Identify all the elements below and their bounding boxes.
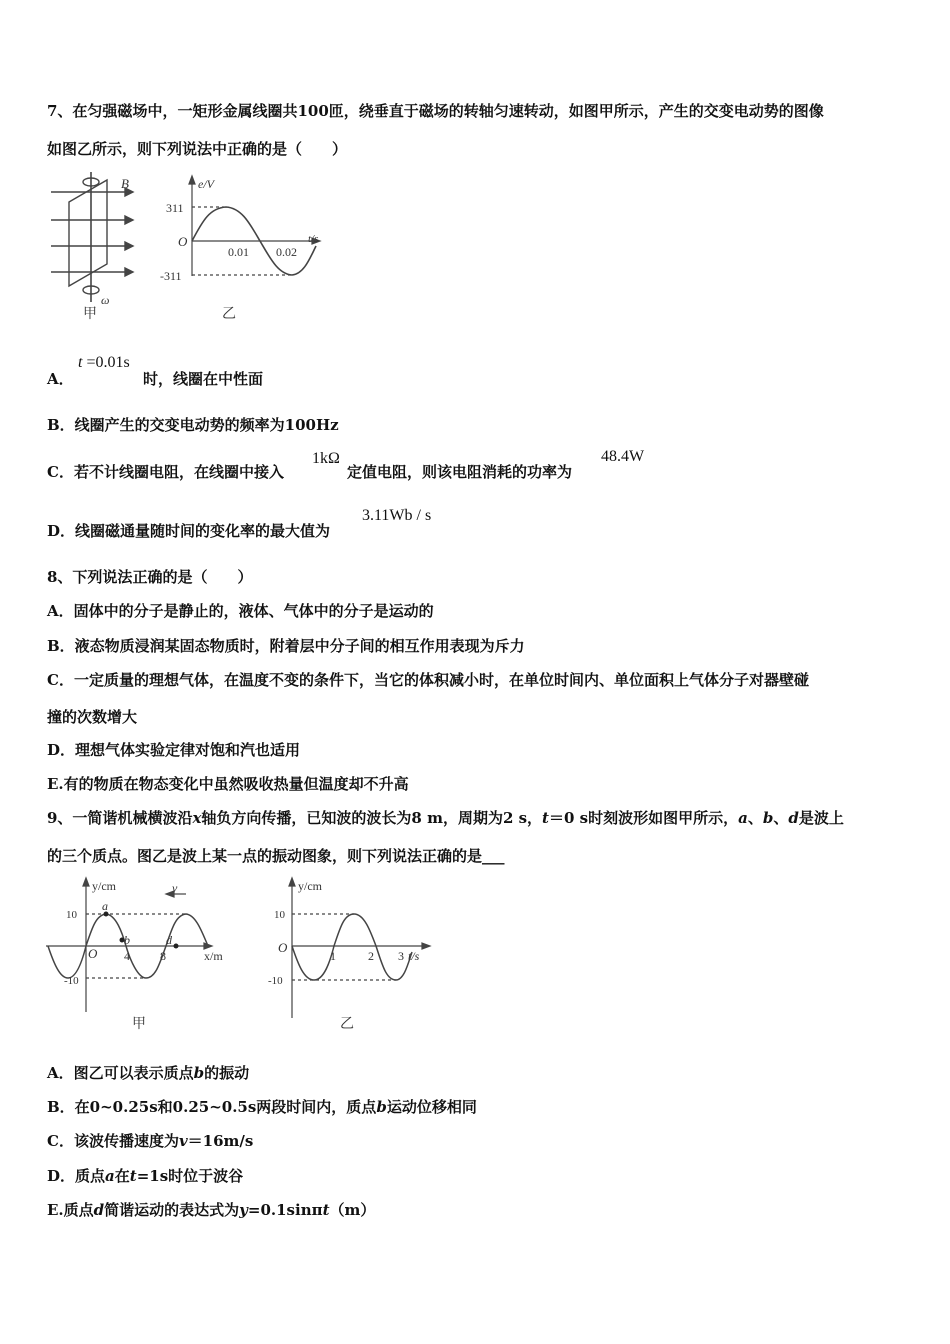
q9-yi-t2: 2 xyxy=(368,949,374,963)
q9-vibration-curve xyxy=(292,914,412,980)
q9-yi-xlabel: t/s xyxy=(408,949,420,963)
q7-ymax: 311 xyxy=(166,201,184,215)
q7-xlabel: t/s xyxy=(308,233,319,245)
q9-yi-ymin: -10 xyxy=(268,975,283,987)
q7-caption-jia: 甲 xyxy=(83,307,97,320)
q8-option-d: D．理想气体实验定律对饱和汽也适用 xyxy=(47,741,301,759)
q9-yi-ymax: 10 xyxy=(274,909,285,921)
q7-option-a-math: t =0.01s xyxy=(78,354,130,371)
q9-option-c xyxy=(47,1131,253,1151)
q9-stem-a: a xyxy=(738,809,748,827)
q8-option-c-line2: 撞的次数增大 xyxy=(47,708,138,726)
q9-stem-line2: 的三个质点。图乙是波上某一点的振动图象，则下列说法正确的是___ xyxy=(47,847,505,865)
q7-option-d-math: 3.11Wb / s xyxy=(362,507,432,524)
q9-yi-ylabel: y/cm xyxy=(298,879,322,893)
q9-option-b xyxy=(47,1097,477,1117)
q9-caption-jia: 甲 xyxy=(132,1017,146,1032)
q9-stem-line1 xyxy=(47,808,844,828)
q7-option-a-text: 时，线圈在中性面 xyxy=(143,370,264,388)
q9-stem-part: 轴负方向传播，已知波的波长为8 m，周期为2 s， xyxy=(201,809,543,827)
q9-option-c-var: v xyxy=(178,1132,188,1150)
q7-origin: O xyxy=(178,234,188,249)
q9-figure-yi xyxy=(262,872,442,1032)
q9-option-b-part: 运动位移相同 xyxy=(386,1098,477,1116)
q9-jia-x4: 4 xyxy=(124,949,130,963)
q9-jia-ylabel: y/cm xyxy=(92,879,116,893)
q9-yi-origin: O xyxy=(278,940,288,955)
q7-stem-line2: 如图乙所示，则下列说法中正确的是（ ） xyxy=(47,140,348,158)
q7-caption-yi: 乙 xyxy=(222,307,236,320)
q7-t2: 0.02 xyxy=(276,245,297,259)
q7-option-d-prefix: D．线圈磁通量随时间的变化率的最大值为 xyxy=(47,522,331,540)
q7-option-c-mid: 定值电阻，则该电阻消耗的功率为 xyxy=(347,463,573,481)
q7-option-c-math1: 1kΩ xyxy=(312,450,340,467)
q9-option-d-var: t xyxy=(129,1167,137,1185)
q9-jia-x8: 8 xyxy=(160,949,166,963)
q9-option-a xyxy=(47,1063,249,1083)
q9-jia-v: v xyxy=(172,881,178,895)
q9-option-a-var: b xyxy=(193,1064,205,1082)
q9-jia-origin: O xyxy=(88,946,98,961)
q7-t1: 0.01 xyxy=(228,245,249,259)
q7-ymin: -311 xyxy=(160,269,182,283)
q8-option-b: B．液态物质浸润某固态物质时，附着层中分子间的相互作用表现为斥力 xyxy=(47,637,525,655)
q9-option-e-var: t xyxy=(322,1201,330,1219)
q9-option-d-part: D．质点 xyxy=(47,1167,106,1185)
q9-figure-jia xyxy=(40,872,240,1032)
q9-yi-t3: 3 xyxy=(398,949,404,963)
q9-option-c-part: C．该波传播速度为 xyxy=(47,1132,179,1150)
q9-option-d xyxy=(47,1166,243,1186)
q9-option-d-part: 在 xyxy=(114,1167,130,1185)
q9-option-e-part: （m） xyxy=(329,1201,376,1219)
q7-option-c-prefix: C．若不计线圈电阻，在线圈中接入 xyxy=(47,463,284,481)
q9-jia-label-b: b xyxy=(124,933,130,947)
q9-point-d xyxy=(174,944,179,949)
q9-option-a-part: A．图乙可以表示质点 xyxy=(47,1064,194,1082)
q9-option-b-var: b xyxy=(376,1098,387,1116)
q8-option-c-line1: C．一定质量的理想气体，在温度不变的条件下，当它的体积减小时，在单位时间内、单位面积上气体分子对器壁碰 xyxy=(47,671,809,689)
q9-option-e-var: y xyxy=(239,1201,248,1219)
q7-figure-jia xyxy=(47,172,147,320)
q9-stem-part: 、 xyxy=(747,809,763,827)
q9-option-e-part: 简谐运动的表达式为 xyxy=(104,1201,240,1219)
q9-stem-d: d xyxy=(788,809,799,827)
q7-label-b: B xyxy=(121,176,129,191)
q7-stem-line1: 7、在匀强磁场中，一矩形金属线圈共100匝，绕垂直于磁场的转轴匀速转动，如图甲所示，产生的交变电动势的图像 xyxy=(47,102,824,120)
q7-ylabel: e/V xyxy=(198,177,214,191)
q9-stem-x: x xyxy=(192,809,202,827)
q7-figure-yi xyxy=(158,172,333,320)
q9-stem-part: 9、一简谐机械横波沿 xyxy=(47,809,193,827)
q7-option-a-prefix: A． xyxy=(47,370,74,388)
q8-option-e: E.有的物质在物态变化中虽然吸收热量但温度却不升高 xyxy=(47,775,409,793)
q9-jia-xlabel: x/m xyxy=(204,949,223,963)
q8-option-a: A．固体中的分子是静止的，液体、气体中的分子是运动的 xyxy=(47,602,434,620)
q9-option-d-var: a xyxy=(105,1167,115,1185)
q9-caption-yi: 乙 xyxy=(340,1017,354,1032)
q9-option-b-part: B．在0~0.25s和0.25~0.5s两段时间内，质点 xyxy=(47,1098,377,1116)
q9-stem-part: 是波上 xyxy=(798,809,844,827)
q9-stem-b: b xyxy=(762,809,774,827)
q9-stem-part: 、 xyxy=(773,809,789,827)
q8-stem: 8、下列说法正确的是（ ） xyxy=(47,568,253,586)
q7-option-a xyxy=(47,369,74,389)
q9-jia-ymin: -10 xyxy=(64,975,79,987)
q9-jia-ymax: 10 xyxy=(66,909,77,921)
q9-stem-t: t xyxy=(542,809,549,827)
q9-stem-part: ＝0 s时刻波形如图甲所示， xyxy=(548,809,739,827)
q9-option-e-var: d xyxy=(93,1201,105,1219)
q9-option-c-part: ＝16m/s xyxy=(187,1132,254,1150)
q9-jia-label-d: d xyxy=(166,933,172,947)
q9-option-e-part: =0.1sinπ xyxy=(247,1201,323,1219)
q7-option-b: B．线圈产生的交变电动势的频率为100Hz xyxy=(47,416,339,434)
q9-option-a-part: 的振动 xyxy=(204,1064,250,1082)
q9-option-d-part: =1s时位于波谷 xyxy=(136,1167,244,1185)
q7-option-c-math2: 48.4W xyxy=(601,448,645,465)
q9-yi-t1: 1 xyxy=(330,949,336,963)
q9-jia-label-a: a xyxy=(102,899,108,913)
q9-option-e xyxy=(47,1200,375,1220)
q7-label-omega: ω xyxy=(101,293,110,307)
q9-option-e-part: E.质点 xyxy=(47,1201,94,1219)
